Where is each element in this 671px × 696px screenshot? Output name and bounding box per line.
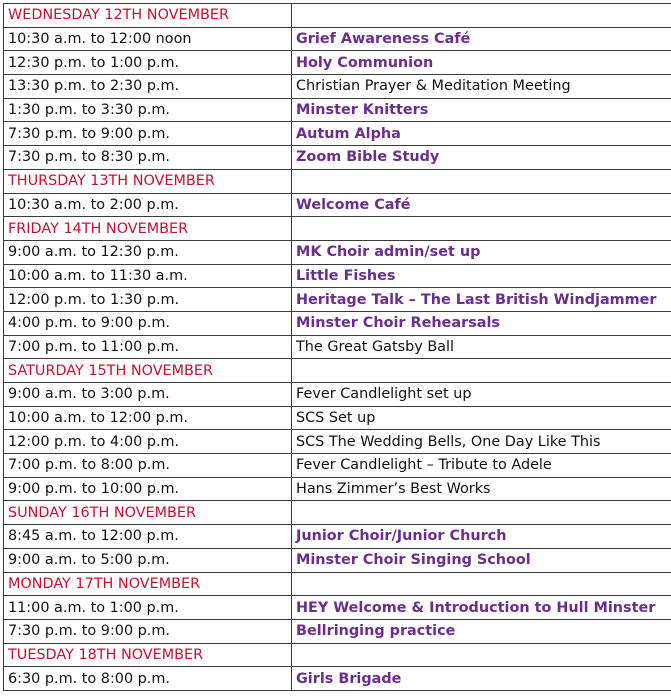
event-time: 12:00 p.m. to 1:30 p.m.	[4, 288, 292, 312]
event-title: SCS The Wedding Bells, One Day Like This	[292, 430, 671, 454]
event-time: 4:00 p.m. to 9:00 p.m.	[4, 311, 292, 335]
event-time: 11:00 a.m. to 1:00 p.m.	[4, 596, 292, 620]
event-row	[4, 240, 671, 264]
day-header-label: MONDAY 17TH NOVEMBER	[4, 572, 292, 596]
day-header-row	[4, 643, 671, 667]
event-time: 9:00 a.m. to 12:30 p.m.	[4, 240, 292, 264]
day-header-label: SUNDAY 16TH NOVEMBER	[4, 501, 292, 525]
schedule-body	[4, 4, 671, 691]
event-time: 9:00 p.m. to 10:00 p.m.	[4, 477, 292, 501]
event-row	[4, 264, 671, 288]
day-header-empty-cell	[292, 217, 671, 241]
event-time: 9:00 a.m. to 5:00 p.m.	[4, 548, 292, 572]
day-header-empty-cell	[292, 4, 671, 28]
event-time: 7:30 p.m. to 9:00 p.m.	[4, 619, 292, 643]
event-title: Welcome Café	[292, 193, 671, 217]
event-title: Girls Brigade	[292, 667, 671, 691]
event-row	[4, 27, 671, 51]
event-title: The Great Gatsby Ball	[292, 335, 671, 359]
day-header-row	[4, 572, 671, 596]
event-title: Holy Communion	[292, 51, 671, 75]
event-row	[4, 122, 671, 146]
event-row	[4, 619, 671, 643]
event-row	[4, 51, 671, 75]
event-title: Autum Alpha	[292, 122, 671, 146]
event-time: 7:30 p.m. to 9:00 p.m.	[4, 122, 292, 146]
event-time: 7:00 p.m. to 8:00 p.m.	[4, 454, 292, 478]
event-time: 7:00 p.m. to 11:00 p.m.	[4, 335, 292, 359]
event-row	[4, 98, 671, 122]
event-row	[4, 430, 671, 454]
event-row	[4, 75, 671, 99]
event-time: 7:30 p.m. to 8:30 p.m.	[4, 146, 292, 170]
event-row	[4, 667, 671, 691]
day-header-label: FRIDAY 14TH NOVEMBER	[4, 217, 292, 241]
day-header-label: THURSDAY 13TH NOVEMBER	[4, 169, 292, 193]
event-title: Christian Prayer & Meditation Meeting	[292, 75, 671, 99]
event-row	[4, 311, 671, 335]
event-time: 10:30 a.m. to 2:00 p.m.	[4, 193, 292, 217]
event-time: 1:30 p.m. to 3:30 p.m.	[4, 98, 292, 122]
event-row	[4, 525, 671, 549]
event-title: Heritage Talk – The Last British Windjammer	[292, 288, 671, 312]
event-time: 12:30 p.m. to 1:00 p.m.	[4, 51, 292, 75]
schedule-table	[3, 3, 671, 691]
event-time: 13:30 p.m. to 2:30 p.m.	[4, 75, 292, 99]
day-header-label: TUESDAY 18TH NOVEMBER	[4, 643, 292, 667]
day-header-row	[4, 359, 671, 383]
event-title: Zoom Bible Study	[292, 146, 671, 170]
event-title: SCS Set up	[292, 406, 671, 430]
event-title: Fever Candlelight – Tribute to Adele	[292, 454, 671, 478]
event-row	[4, 596, 671, 620]
day-header-empty-cell	[292, 169, 671, 193]
event-time: 12:00 p.m. to 4:00 p.m.	[4, 430, 292, 454]
day-header-row	[4, 4, 671, 28]
event-time: 6:30 p.m. to 8:00 p.m.	[4, 667, 292, 691]
event-row	[4, 288, 671, 312]
event-time: 8:45 a.m. to 12:00 p.m.	[4, 525, 292, 549]
event-title: Grief Awareness Café	[292, 27, 671, 51]
event-row	[4, 146, 671, 170]
event-title: MK Choir admin/set up	[292, 240, 671, 264]
day-header-empty-cell	[292, 643, 671, 667]
event-time: 10:00 a.m. to 11:30 a.m.	[4, 264, 292, 288]
event-time: 10:30 a.m. to 12:00 noon	[4, 27, 292, 51]
day-header-row	[4, 169, 671, 193]
day-header-empty-cell	[292, 501, 671, 525]
event-row	[4, 193, 671, 217]
event-row	[4, 383, 671, 407]
day-header-label: SATURDAY 15TH NOVEMBER	[4, 359, 292, 383]
event-title: Minster Choir Singing School	[292, 548, 671, 572]
event-row	[4, 477, 671, 501]
event-title: Fever Candlelight set up	[292, 383, 671, 407]
event-time: 9:00 a.m. to 3:00 p.m.	[4, 383, 292, 407]
day-header-row	[4, 217, 671, 241]
day-header-row	[4, 501, 671, 525]
day-header-label: WEDNESDAY 12TH NOVEMBER	[4, 4, 292, 28]
event-title: Little Fishes	[292, 264, 671, 288]
event-row	[4, 406, 671, 430]
event-title: Minster Choir Rehearsals	[292, 311, 671, 335]
day-header-empty-cell	[292, 572, 671, 596]
event-title: HEY Welcome & Introduction to Hull Minster	[292, 596, 671, 620]
event-title: Junior Choir/Junior Church	[292, 525, 671, 549]
event-time: 10:00 a.m. to 12:00 p.m.	[4, 406, 292, 430]
event-title: Bellringing practice	[292, 619, 671, 643]
event-title: Hans Zimmer’s Best Works	[292, 477, 671, 501]
event-row	[4, 335, 671, 359]
event-row	[4, 548, 671, 572]
day-header-empty-cell	[292, 359, 671, 383]
event-title: Minster Knitters	[292, 98, 671, 122]
event-row	[4, 454, 671, 478]
